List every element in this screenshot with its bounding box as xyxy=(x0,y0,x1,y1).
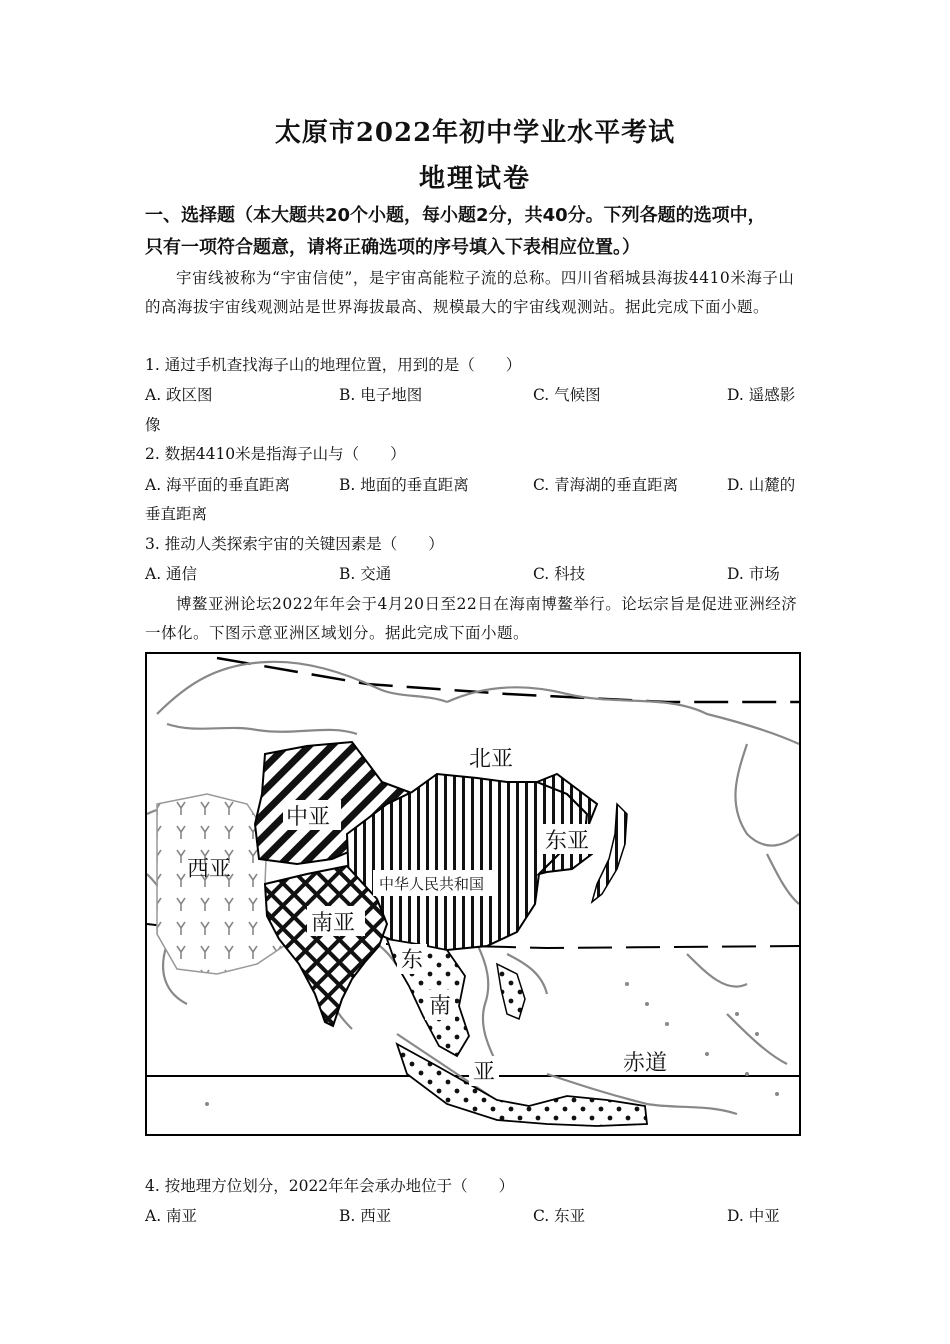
label-southeast-2: 南 xyxy=(429,994,452,1019)
exam-subtitle: 地理试卷 xyxy=(418,164,531,194)
question-4-option-c[interactable]: C. 东亚 xyxy=(533,1207,586,1225)
question-2-option-d[interactable]: D. 山麓的 xyxy=(727,476,796,494)
label-china: 中华人民共和国 xyxy=(379,875,485,893)
label-central-asia: 中亚 xyxy=(286,805,331,830)
question-3-option-b[interactable]: B. 交通 xyxy=(339,565,392,583)
question-3-option-a[interactable]: A. 通信 xyxy=(145,565,198,583)
label-south-asia: 南亚 xyxy=(311,911,356,936)
section-heading-line2: 只有一项符合题意，请将正确选项的序号填入下表相应位置。） xyxy=(145,237,640,258)
section-heading-line1: 一、选择题（本大题共20个小题，每小题2分，共40分。下列各题的选项中， xyxy=(145,205,766,226)
question-4-option-a[interactable]: A. 南亚 xyxy=(145,1207,198,1225)
question-4-options xyxy=(145,1202,805,1231)
label-east-asia: 东亚 xyxy=(545,829,590,854)
label-west-asia: 西亚 xyxy=(187,857,232,882)
passage-boao-forum: 博鳌亚洲论坛2022年年会于4月20日至22日在海南博鳌举行。论坛宗旨是促进亚洲经济一体化。下图示意亚洲区域划分。据此完成下面小题。 xyxy=(145,595,798,642)
question-1-option-b[interactable]: B. 电子地图 xyxy=(339,386,423,404)
question-1-option-d[interactable]: D. 遥感影 xyxy=(727,386,796,404)
question-4-option-d[interactable]: D. 中亚 xyxy=(727,1207,780,1225)
question-2-option-d-wrap: 垂直距离 xyxy=(145,505,208,523)
islands xyxy=(205,982,779,1106)
question-3-stem: 3. 推动人类探索宇宙的关键因素是（ ） xyxy=(145,535,444,553)
label-southeast-1: 东 xyxy=(401,948,424,973)
question-2-option-c[interactable]: C. 青海湖的垂直距离 xyxy=(533,476,679,494)
question-3-option-d[interactable]: D. 市场 xyxy=(727,565,780,583)
philippines xyxy=(497,964,525,1019)
question-1-stem: 1. 通过手机查找海子山的地理位置，用到的是（ ） xyxy=(145,356,522,374)
exam-title: 太原市2022年初中学业水平考试 xyxy=(274,118,676,148)
question-2-stem: 2. 数据4410米是指海子山与（ ） xyxy=(145,445,406,463)
asia-region-map xyxy=(145,652,801,1136)
question-2-option-a[interactable]: A. 海平面的垂直距离 xyxy=(145,476,291,494)
question-4-option-b[interactable]: B. 西亚 xyxy=(339,1207,392,1225)
passage-cosmic-rays: 宇宙线被称为“宇宙信使”，是宇宙高能粒子流的总称。四川省稻城县海拔4410米海子山的高海拔宇宙线观测站是世界海拔最高、规模最大的宇宙线观测站。据此完成下面小题。 xyxy=(145,269,795,316)
question-1-option-a[interactable]: A. 政区图 xyxy=(145,386,213,404)
question-1-option-d-wrap: 像 xyxy=(145,416,161,434)
question-1-options xyxy=(145,381,805,410)
label-equator: 赤道 xyxy=(623,1051,668,1076)
question-3-option-c[interactable]: C. 科技 xyxy=(533,565,586,583)
region-southeast-asia-islands xyxy=(397,1044,647,1126)
question-2-options xyxy=(145,471,805,500)
label-southeast-3: 亚 xyxy=(473,1060,496,1085)
question-2-option-b[interactable]: B. 地面的垂直距离 xyxy=(339,476,469,494)
label-north-asia: 北亚 xyxy=(469,747,514,772)
section-heading xyxy=(145,200,815,264)
question-3-options xyxy=(145,560,805,589)
question-4-stem: 4. 按地理方位划分，2022年年会承办地位于（ ） xyxy=(145,1177,515,1195)
question-1-option-c[interactable]: C. 气候图 xyxy=(533,386,601,404)
